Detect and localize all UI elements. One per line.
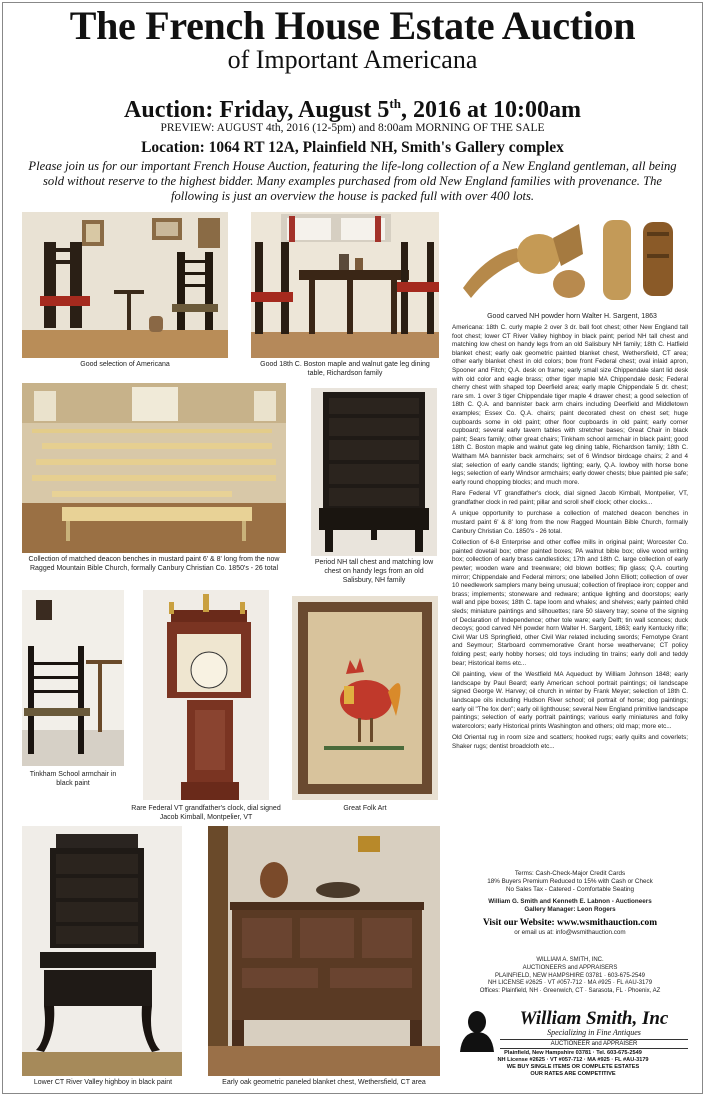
- paragraph-clocks: Rare Federal VT grandfather's clock, dial signed Jacob Kimball, Montpelier, VT, grandfather clock in red paint; pillar and scroll shelf clock; other clocks...: [452, 490, 688, 506]
- firm-license: NH LICENSE #2625 · VT #057-712 · MA #925 · FL #AU-3179: [487, 980, 653, 987]
- photo-highboy: [22, 826, 182, 1076]
- logo-line-4: OUR RATES ARE COMPETITIVE: [530, 1071, 616, 1077]
- auction-date-main: Auction: Friday, August 5: [124, 97, 390, 123]
- logo-role: AUCTIONEER and APPRAISER: [500, 1039, 688, 1049]
- caption-powder-horn: Good carved NH powder horn Walter H. Sargent, 1863: [487, 313, 657, 320]
- intro-paragraph: Please join us for our important French House Auction, featuring the life-long collection of a New England gentleman, all being sold without reserve to the highest bidder. Many examples purchased from old New England families with provenance. The following is just an overview the house is packed full with over 400 lots.: [28, 159, 677, 203]
- auction-title: The French House Estate Auction: [69, 3, 636, 48]
- logo-name: William Smith, Inc: [519, 1008, 669, 1029]
- paragraph-americana: Americana: 18th C. curly maple 2 over 3 dr. ball foot chest; other New England tall foot chest; lower CT River Valley highboy in black paint; period NH tall chest and matching low chest on handy legs from an old Salisbury NH family; 18th C. Hatfield blanket chest; early oak geometric painted blanket chest, Wethersfield, CT area; other early blanket chest in old colors; bow front Federal chest; oval inlaid apron, Spooner and Fitch; Q.A. desk on frame; early small size Chippendale slant lid desk with old color and eagle brass; other tiger maple MA Chippendale desk; Federal cherry chest with shaped top Deerfield area; early maple Chippendale 5 dr. chest; rare sm. 1 over 3 tiger Chippendale tiger maple 4 drawer chest; a good selection of 18th C. Q.A. and bannister back arm chairs including Deerfield and Middletown examples; Essex Co. Q.A. chairs; paint decorated chest on chest set; huge cupboards some in old paint; other floor cupboards in old paint; early corner cupboard; several early tavern tables with stretcher bases; Great Chair in black paint; Sears family; other great chairs; Tinkham school armchair in black paint; good 18th C. Boston maple and walnut gate leg dining table, Richardson family; 18th C. Waltham MA bannister back armchairs; set of 6 Windsor birdcage chairs; 2 and 4 slat; selection of early candle stands; lighting; early, Q.A. lowboy with horse bone legs; selection of early Windsor armchairs; early dower chests; blue painted pie safe; early round chopping blocks; and much more.: [452, 324, 688, 486]
- terms-block: [452, 870, 688, 937]
- firm-address: PLAINFIELD, NEW HAMPSHIRE 03781 · 603-675-2549: [494, 972, 646, 979]
- photo-tall-chest: [311, 388, 437, 556]
- caption-deacon-benches: Collection of matched deacon benches in mustard paint 6' & 8' long from the now Ragged Mountain Bible Church, formally Canbury Christian Co. 1850's - 26 total: [28, 556, 280, 572]
- paragraph-collections: Collection of 6-8 Enterprise and other coffee mills in original paint; Worcester Co. painted dovetail box; other painted boxes; PA walnut bible box; olive wood writing box; collection of early brass candlesticks; 17th and 18th C. large collection of early pewter; wooden ware and treenware; old blown bottles; flip glass; Q.A. courting mirror; Chippendale and Federal mirrors; one labelled John Elliott; collection of over 10 needlework samplers many being unusual; collection of fireplace iron; copper and brass; implements; stoneware and redware; antique lighting and doorstops; early wall and pipe boxes; 18th C. tape loom and whales; and shelves; early painted child sleds; miniature paintings and silhouettes; rare 50 slavery tray; scene of the signing of Declaration of Independence; other tole ware; early Delft; tin wall sconces; duck decoys; good carved NH powder horn Walter H. Sargent, 1863; early Kentucky rifle; Civil War US Springfield, other Civil War related including swords; Fernotype Grant and Seymour; Starboard commemorative Grant horse weathervane; CT policy folding pest; early hobby horses; old toys including tin trains; early doll and teddy bear; Historical items etc...: [452, 539, 688, 667]
- photo-gate-leg-table: [251, 212, 439, 358]
- caption-tinkham-armchair: Tinkham School armchair in black paint: [29, 771, 117, 787]
- auctioneers: William G. Smith and Kenneth E. Labnon - Auctioneers: [488, 897, 652, 905]
- firm-type: AUCTIONEERS and APPRAISERS: [522, 964, 618, 971]
- portrait-icon: [456, 1008, 498, 1052]
- terms-payment: Terms: Cash-Check-Major Credit Cards: [514, 870, 626, 877]
- firm-logo: [456, 1006, 688, 1088]
- caption-tall-chest: Period NH tall chest and matching low chest on handy legs from an old Salisbury, NH family: [314, 559, 434, 584]
- logo-line-3: WE BUY SINGLE ITEMS OR COMPLETE ESTATES: [506, 1064, 640, 1070]
- caption-blanket-chest: Early oak geometric paneled blanket chest, Wethersfield, CT area: [222, 1079, 426, 1086]
- location-info: Location: 1064 RT 12A, Plainfield NH, Smith's Gallery complex: [141, 139, 564, 156]
- preview-info: PREVIEW: AUGUST 4th, 2016 (12-5pm) and 8:00am MORNING OF THE SALE: [160, 122, 545, 134]
- terms-premium: 18% Buyers Premium Reduced to 15% with Cash or Check: [487, 878, 653, 886]
- logo-line-1: Plainfield, New Hampshire 03781 · Tel. 603-675-2549: [504, 1050, 642, 1056]
- caption-grandfather-clock: Rare Federal VT grandfather's clock, dial signed Jacob Kimball, Montpelier, VT: [131, 805, 281, 821]
- email-link[interactable]: or email us at: info@wsmithauction.com: [514, 929, 626, 937]
- firm-offices: Offices: Plainfield, NH · Greenwich, CT · Sarasota, FL · Phoenix, AZ: [479, 988, 661, 995]
- lot-description-column: [452, 324, 688, 755]
- paragraph-rugs: Old Oriental rug in room size and scatters; hooked rugs; early quilts and coverlets; Shaker rugs; dentist broadcloth etc...: [452, 734, 688, 750]
- photo-americana: [22, 212, 228, 358]
- firm-block: [452, 957, 688, 996]
- gallery-manager: Gallery Manager: Leon Rogers: [524, 905, 616, 913]
- caption-highboy: Lower CT River Valley highboy in black paint: [33, 1079, 173, 1086]
- caption-gate-leg-table: Good 18th C. Boston maple and walnut gate leg dining table, Richardson family: [260, 361, 430, 377]
- auction-subtitle: of Important Americana: [227, 45, 478, 74]
- photo-tinkham-armchair: [22, 590, 124, 766]
- photo-folk-art: [292, 596, 438, 800]
- paragraph-paintings: Oil painting, view of the Westfield MA Aqueduct by William Johnson 1848; early landscape by Paul Beard; early American school portrait paintings; oil landscape signed George W. Harvey; oil church in winter by Frank Meyer; selection of 18th C. landscape oils including Hudson River school; oil portrait of horse; dog paintings; early oil "The fox den"; early oil lighthouse; several New England primitive landscape paintings; selection of early portrait paintings; various early miniatures and folky watercolors; early Historical prints Washington and others; old map; more etc...: [452, 671, 688, 730]
- paragraph-benches: A unique opportunity to purchase a collection of matched deacon benches in mustard paint 6' & 8' long from the now Ragged Mountain Bible Church, formally Canbury Christian Co. 1850's - 26 total.: [452, 510, 688, 535]
- website-link[interactable]: Visit our Website: www.wsmithauction.com: [482, 918, 658, 929]
- auction-date-sup: th: [389, 96, 401, 111]
- photo-blanket-chest: [208, 826, 440, 1076]
- terms-seating: No Sales Tax - Catered - Comfortable Seating: [506, 886, 634, 894]
- photo-grandfather-clock: [143, 590, 269, 800]
- logo-line-2: NH License #2625 · VT #057-712 · MA #925 · FL #AU-3179: [497, 1057, 649, 1063]
- auction-date: [0, 90, 705, 124]
- caption-americana: Good selection of Americana: [80, 361, 170, 368]
- firm-name: WILLIAM A. SMITH, INC.: [536, 957, 604, 963]
- photo-powder-horn: [457, 214, 687, 310]
- auction-date-end: , 2016 at 10:00am: [400, 97, 581, 123]
- logo-contact: [458, 1050, 688, 1078]
- caption-folk-art: Great Folk Art: [343, 805, 387, 812]
- photo-deacon-benches: [22, 383, 286, 553]
- logo-tagline: Specializing in Fine Antiques: [547, 1028, 641, 1037]
